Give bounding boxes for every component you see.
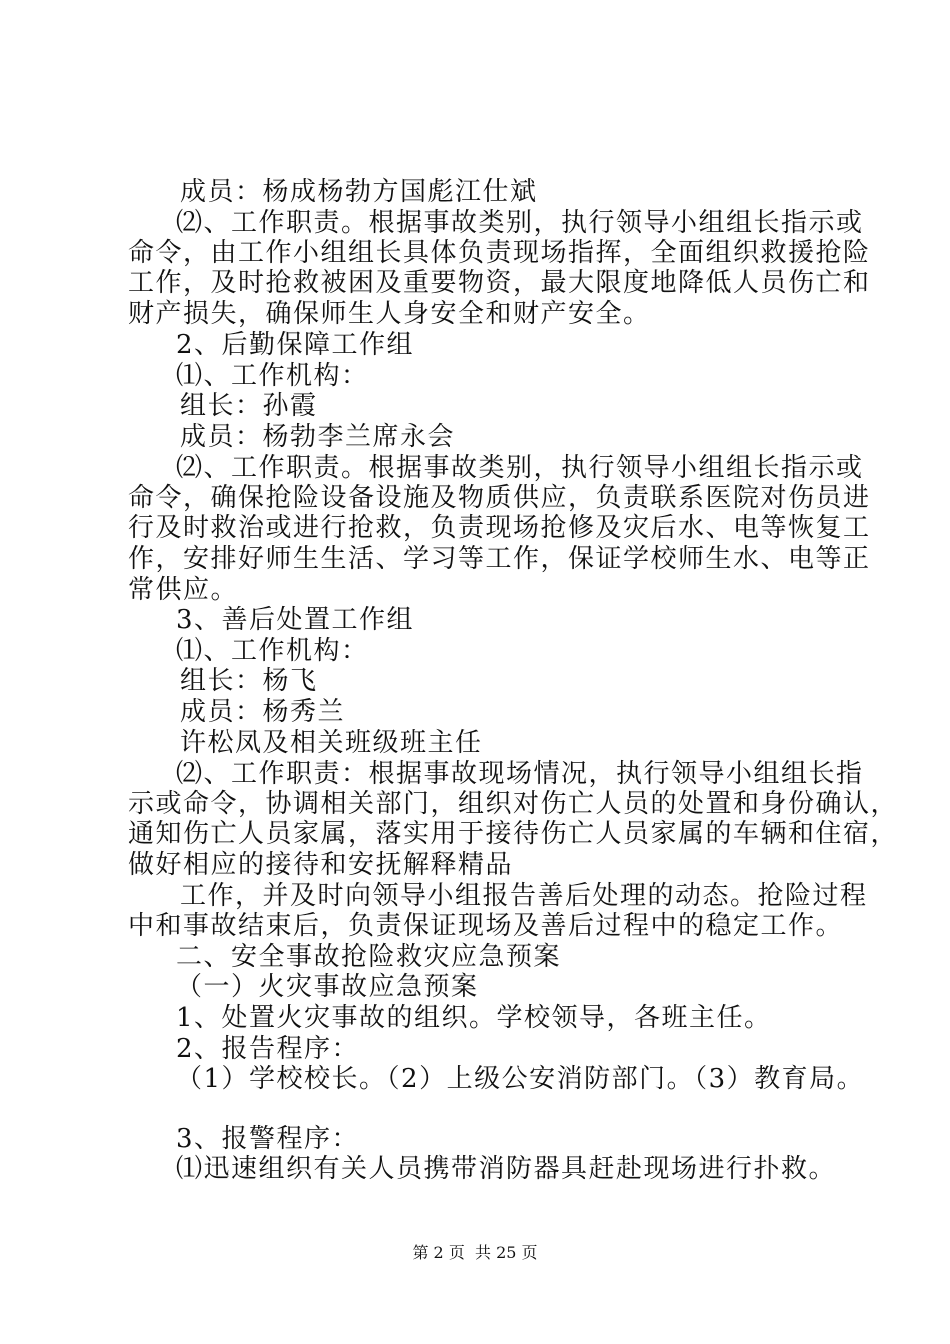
page-footer [0,1243,950,1263]
text-line: 成员：杨勃李兰席永会 [180,422,456,452]
text-line: 命令，由工作小组组长具体负责现场指挥，全面组织救援抢险 [128,238,871,268]
text-line: 2、报告程序： [176,1034,360,1064]
text-line: 成员：杨秀兰 [180,697,346,727]
text-line: 3、善后处置工作组 [176,605,415,635]
text-line: 示或命令，协调相关部门，组织对伤亡人员的处置和身份确认， [128,789,899,819]
text-line: 许松凤及相关班级班主任 [180,728,483,758]
page-number-label: 第 2 页 共 25 页 [412,1243,538,1262]
text-line: ⑴、工作机构： [176,361,369,391]
text-line: ⑵、工作职责。根据事故类别，执行领导小组组长指示或 [176,208,864,238]
text-line: 常供应。 [128,575,239,605]
text-line: 组长：杨飞 [180,666,318,696]
text-line: ⑴、工作机构： [176,636,369,666]
text-line: 做好相应的接待和安抚解释精品 [128,850,514,880]
text-line: 命令，确保抢险设备设施及物质供应，负责联系医院对伤员进 [128,483,871,513]
text-line: 通知伤亡人员家属，落实用于接待伤亡人员家属的车辆和住宿， [128,819,899,849]
text-line: 工作，并及时向领导小组报告善后处理的动态。抢险过程 [180,881,868,911]
text-line: ⑴迅速组织有关人员携带消防器具赶赴现场进行扑救。 [176,1154,837,1184]
section-heading: 二、安全事故抢险救灾应急预案 [176,942,562,972]
text-line: 财产损失，确保师生人身安全和财产安全。 [128,299,651,329]
text-line: 2、后勤保障工作组 [176,330,415,360]
text-line: 中和事故结束后，负责保证现场及善后过程中的稳定工作。 [128,911,844,941]
text-line: 3、报警程序： [176,1124,360,1154]
text-line: ⑵、工作职责：根据事故现场情况，执行领导小组组长指 [176,759,864,789]
text-line: 作，安排好师生生活、学习等工作，保证学校师生水、电等正 [128,544,871,574]
subsection-heading: （一）火灾事故应急预案 [176,972,479,1002]
text-line: ⑵、工作职责。根据事故类别，执行领导小组组长指示或 [176,453,864,483]
text-line: 组长：孙霞 [180,391,318,421]
text-line: 工作，及时抢救被困及重要物资，最大限度地降低人员伤亡和 [128,268,871,298]
text-line: 1、处置火灾事故的组织。学校领导，各班主任。 [176,1003,772,1033]
text-line: （1）学校校长。（2）上级公安消防部门。（3）教育局。 [176,1064,865,1094]
text-line: 行及时救治或进行抢救，负责现场抢修及灾后水、电等恢复工 [128,513,871,543]
text-line: 成员：杨成杨勃方国彪江仕斌 [180,177,538,207]
